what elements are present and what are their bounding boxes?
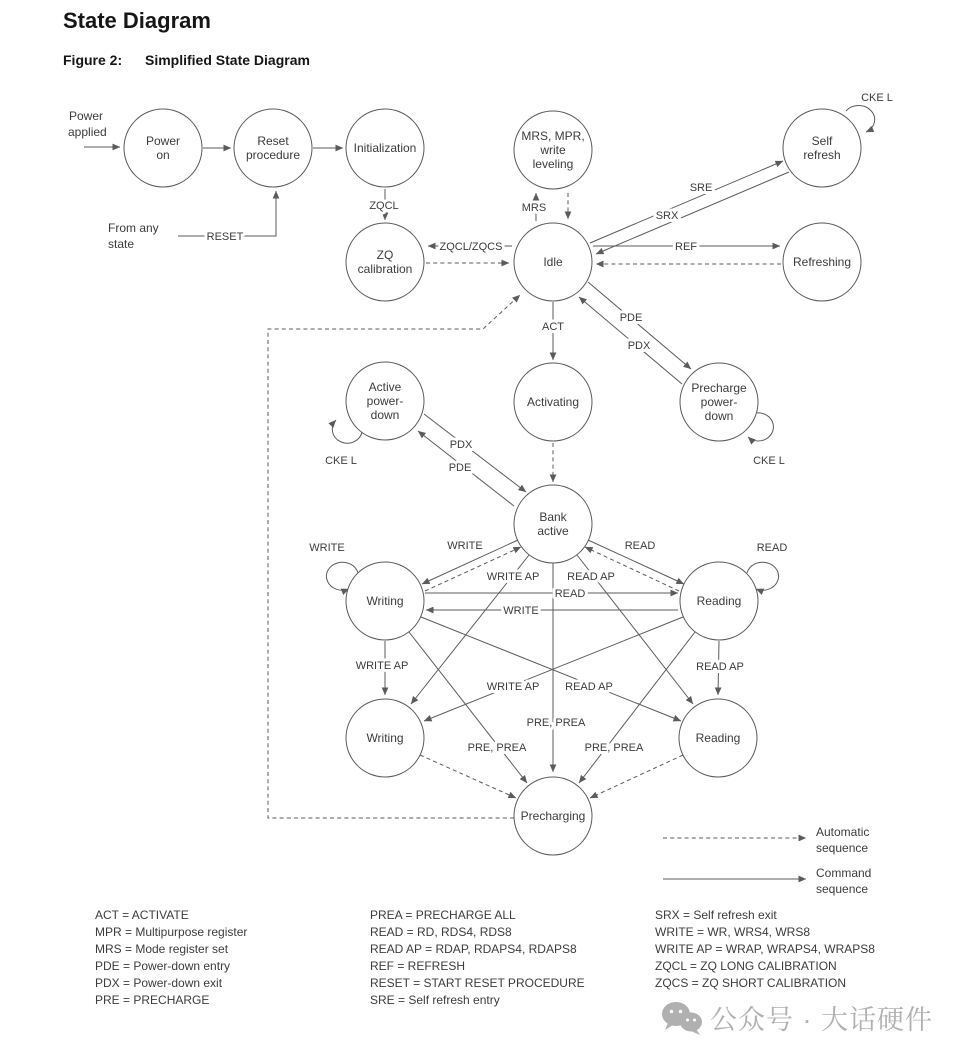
- edge-reset-from-any-state: [178, 191, 276, 236]
- edge-reading-ap-to-precharging-auto: [590, 755, 683, 798]
- figure-title: Simplified State Diagram: [145, 52, 310, 68]
- edge-label-cke-l: CKE L: [753, 455, 785, 467]
- power-applied-note: applied: [68, 125, 107, 139]
- edge-reading-to-precharging: [579, 632, 695, 783]
- edge-label-write-ap: WRITE AP: [486, 681, 540, 693]
- state-refreshing-label: Refreshing: [792, 255, 852, 269]
- edge-label-write: WRITE: [503, 605, 539, 617]
- edge-label-cke-l: CKE L: [861, 92, 893, 104]
- state-power-on-label: on: [156, 148, 170, 162]
- state-mrs-mpr-label: write: [540, 143, 566, 157]
- edge-label-write-ap: WRITE AP: [355, 660, 409, 672]
- abbr-item: READ = RD, RDS4, RDS8: [370, 925, 512, 939]
- edge-label-pre-prea: PRE, PREA: [526, 717, 586, 729]
- edge-label-write-ap: WRITE AP: [486, 571, 540, 583]
- state-reading-ap-label: Reading: [695, 731, 741, 745]
- edge-label-act: ACT: [542, 321, 564, 333]
- state-precharge-pd-label: power-: [700, 395, 738, 409]
- edge-label-read-ap: READ AP: [565, 681, 613, 693]
- edge-idle-to-precharge-pd: [588, 282, 691, 369]
- edge-label-read: READ: [554, 588, 586, 600]
- state-precharge-pd-label: Precharge: [691, 381, 747, 395]
- abbr-item: RESET = START RESET PROCEDURE: [370, 976, 585, 990]
- from-any-state-note: From any: [108, 221, 159, 235]
- state-active-pd-label: Active: [368, 380, 402, 394]
- state-active-pd-label: down: [370, 408, 400, 422]
- state-writing-label: Writing: [366, 594, 404, 608]
- edge-label-pre-prea: PRE, PREA: [467, 742, 527, 754]
- legend-automatic-label: Automatic: [816, 825, 870, 839]
- abbr-item: SRX = Self refresh exit: [655, 908, 777, 922]
- state-self-refresh-label: refresh: [803, 148, 841, 162]
- legend-command-label: Command: [816, 866, 872, 880]
- state-precharge-pd-label: down: [704, 409, 734, 423]
- abbreviation-column-3: [655, 907, 875, 992]
- edge-label-mrs: MRS: [521, 202, 547, 214]
- edge-label-zqcl: ZQCL: [369, 200, 399, 212]
- edge-active-pd-to-bank-active: [424, 414, 526, 492]
- from-any-state-note: state: [108, 237, 135, 251]
- watermark-text: 公众号 · 大话硬件: [710, 1005, 933, 1035]
- edge-label-ref: REF: [675, 241, 697, 253]
- edge-label-pde: PDE: [448, 462, 472, 474]
- edge-writing-to-reading-ap: [421, 617, 681, 721]
- state-zq-calibration-label: ZQ: [376, 248, 394, 262]
- state-initialization-label: Initialization: [353, 141, 417, 155]
- edge-label-reset: RESET: [206, 231, 244, 243]
- edge-writing-to-precharging: [409, 632, 527, 783]
- edge-idle-to-self-refresh: [590, 161, 783, 243]
- abbr-item: PREA = PRECHARGE ALL: [370, 908, 516, 922]
- page-title: State Diagram: [63, 8, 211, 33]
- watermark: [660, 998, 933, 1037]
- edge-label-write-loop: WRITE: [309, 542, 345, 554]
- edge-label-pre-prea: PRE, PREA: [584, 742, 644, 754]
- abbr-item: MRS = Mode register set: [95, 942, 229, 956]
- abbr-item: READ AP = RDAP, RDAPS4, RDAPS8: [370, 942, 577, 956]
- abbr-item: SRE = Self refresh entry: [370, 993, 500, 1007]
- abbr-item: PRE = PRECHARGE: [95, 993, 210, 1007]
- edge-label-pde: PDE: [619, 312, 643, 324]
- state-writing-ap-label: Writing: [366, 731, 404, 745]
- edge-reading-to-bank-active-auto: [585, 547, 679, 591]
- edge-label-read: READ: [624, 540, 656, 552]
- edge-label-sre: SRE: [689, 182, 713, 194]
- abbr-item: REF = REFRESH: [370, 959, 466, 973]
- legend-command-label: sequence: [816, 882, 869, 896]
- state-power-on-label: Power: [145, 134, 181, 148]
- edge-writing-ap-to-precharging-auto: [420, 755, 516, 798]
- abbr-item: ZQCS = ZQ SHORT CALIBRATION: [655, 976, 847, 990]
- state-active-pd-label: power-: [366, 394, 404, 408]
- abbr-item: MPR = Multipurpose register: [95, 925, 248, 939]
- edge-label-read-ap: READ AP: [696, 661, 744, 673]
- abbreviation-column-2: [370, 907, 585, 1009]
- abbr-item: WRITE AP = WRAP, WRAPS4, WRAPS8: [655, 942, 875, 956]
- state-mrs-mpr-label: leveling: [532, 157, 574, 171]
- edge-label-pdx: PDX: [627, 340, 651, 352]
- edge-writing-to-bank-active-auto: [425, 547, 521, 591]
- state-mrs-mpr-label: MRS, MPR,: [521, 129, 585, 143]
- abbr-item: PDX = Power-down exit: [95, 976, 223, 990]
- power-applied-note: Power: [69, 109, 104, 123]
- state-reset-procedure-label: Reset: [257, 134, 289, 148]
- figure-label: Figure 2:: [63, 52, 123, 68]
- edge-label-pdx: PDX: [449, 439, 473, 451]
- state-self-refresh-label: Self: [811, 134, 833, 148]
- edge-label-write: WRITE: [447, 540, 483, 552]
- state-reading-label: Reading: [696, 594, 742, 608]
- state-bank-active-label: Bank: [539, 510, 567, 524]
- state-zq-calibration-label: calibration: [357, 262, 413, 276]
- edge-label-srx: SRX: [655, 210, 679, 222]
- abbr-item: ZQCL = ZQ LONG CALIBRATION: [655, 959, 837, 973]
- edge-label-read-ap: READ AP: [567, 571, 615, 583]
- abbr-item: WRITE = WR, WRS4, WRS8: [655, 925, 811, 939]
- abbreviation-column-1: [95, 907, 247, 1009]
- state-precharging-label: Precharging: [520, 809, 586, 823]
- legend-automatic-label: sequence: [816, 841, 869, 855]
- edge-label-cke-l: CKE L: [325, 455, 357, 467]
- state-idle-label: Idle: [543, 255, 563, 269]
- abbr-item: ACT = ACTIVATE: [95, 908, 189, 922]
- edge-label-read-loop: READ: [756, 542, 788, 554]
- wechat-icon: [660, 1000, 704, 1036]
- state-bank-active-label: active: [537, 524, 569, 538]
- abbr-item: PDE = Power-down entry: [95, 959, 231, 973]
- edge-label-zqcl-zqcs: ZQCL/ZQCS: [439, 241, 503, 253]
- state-reset-procedure-label: procedure: [245, 148, 301, 162]
- state-activating-label: Activating: [526, 395, 580, 409]
